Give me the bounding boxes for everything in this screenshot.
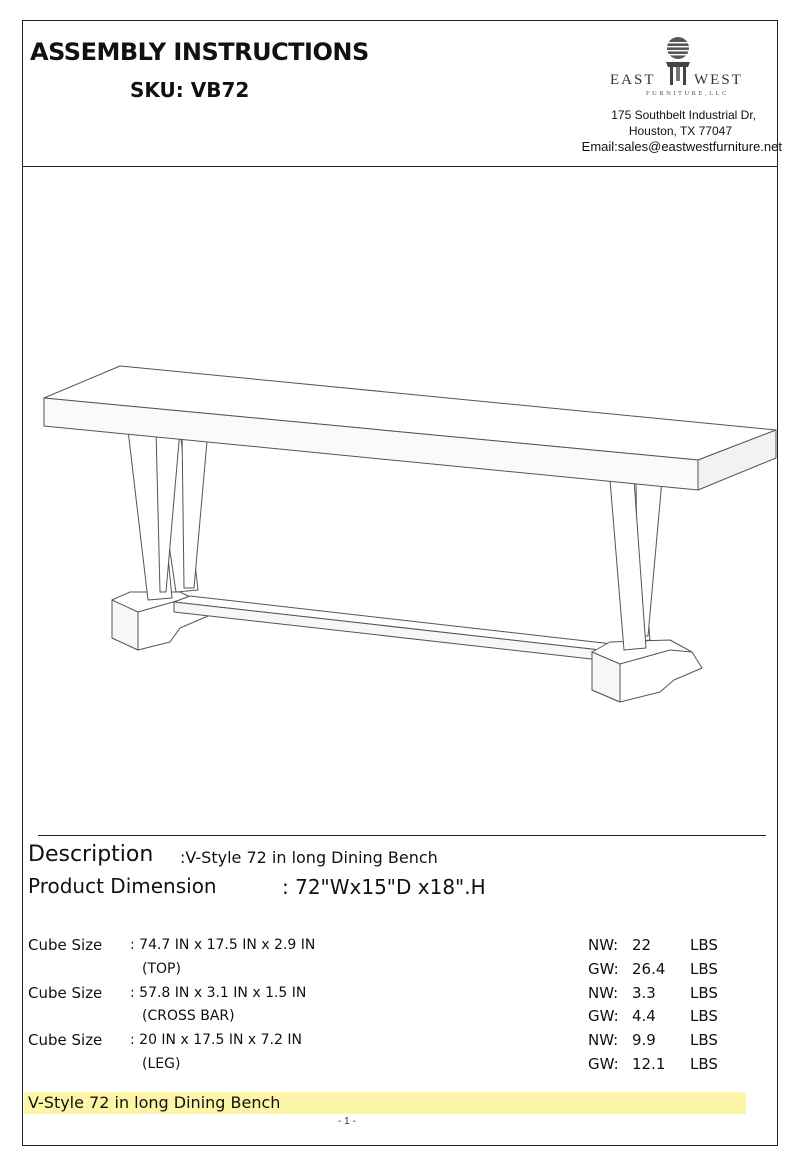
net-weight-label: NW: <box>588 936 619 954</box>
cube-size-label: Cube Size <box>28 984 103 1002</box>
section-divider <box>38 835 766 836</box>
weight-unit: LBS <box>690 1007 718 1025</box>
cube-size-dims: : 20 IN x 17.5 IN x 7.2 IN <box>130 1032 302 1048</box>
address-line-2: Houston, TX 77047 <box>628 124 732 138</box>
gross-weight-label: GW: <box>588 1055 619 1073</box>
dimension-value: : 72"Wx15"D x18".H <box>282 875 486 899</box>
cube-size-label: Cube Size <box>28 1031 103 1049</box>
company-email: Email:sales@eastwestfurniture.net <box>581 139 782 154</box>
address-line-1: 175 Southbelt Industrial Dr, <box>611 108 756 122</box>
document-title: ASSEMBLY INSTRUCTIONS <box>30 38 369 66</box>
weight-unit: LBS <box>690 1031 718 1049</box>
globe-icon <box>667 37 689 59</box>
weight-unit: LBS <box>690 936 718 954</box>
description-value: :V-Style 72 in long Dining Bench <box>180 848 438 867</box>
page-number: - 1 - <box>338 1116 356 1127</box>
logo-text-left: EAST <box>610 72 656 88</box>
net-weight-value: 3.3 <box>632 984 656 1002</box>
cube-size-dims: : 57.8 IN x 3.1 IN x 1.5 IN <box>130 985 307 1001</box>
product-name-highlight: V-Style 72 in long Dining Bench <box>24 1092 746 1114</box>
gross-weight-label: GW: <box>588 960 619 978</box>
bench-illustration <box>30 330 780 730</box>
weight-unit: LBS <box>690 960 718 978</box>
net-weight-label: NW: <box>588 1031 619 1049</box>
gross-weight-value: 12.1 <box>632 1055 666 1073</box>
gross-weight-value: 4.4 <box>632 1007 656 1025</box>
gross-weight-label: GW: <box>588 1007 619 1025</box>
logo-subtext: FURNITURE,LLC <box>646 90 729 97</box>
sku-label: SKU: VB72 <box>130 78 250 102</box>
net-weight-value: 9.9 <box>632 1031 656 1049</box>
weight-unit: LBS <box>690 984 718 1002</box>
net-weight-value: 22 <box>632 936 652 954</box>
logo-text-right: WEST <box>694 72 743 88</box>
company-logo <box>608 34 758 98</box>
dimension-label: Product Dimension <box>28 874 217 898</box>
gross-weight-value: 26.4 <box>632 960 666 978</box>
description-label: Description <box>28 842 154 867</box>
header-divider <box>22 166 778 167</box>
cube-size-label: Cube Size <box>28 936 103 954</box>
cube-part-name: (LEG) <box>142 1056 181 1072</box>
cube-part-name: (CROSS BAR) <box>142 1008 235 1024</box>
weight-unit: LBS <box>690 1055 718 1073</box>
cube-part-name: (TOP) <box>142 961 181 977</box>
cube-size-dims: : 74.7 IN x 17.5 IN x 2.9 IN <box>130 937 316 953</box>
chair-icon <box>666 62 690 85</box>
net-weight-label: NW: <box>588 984 619 1002</box>
